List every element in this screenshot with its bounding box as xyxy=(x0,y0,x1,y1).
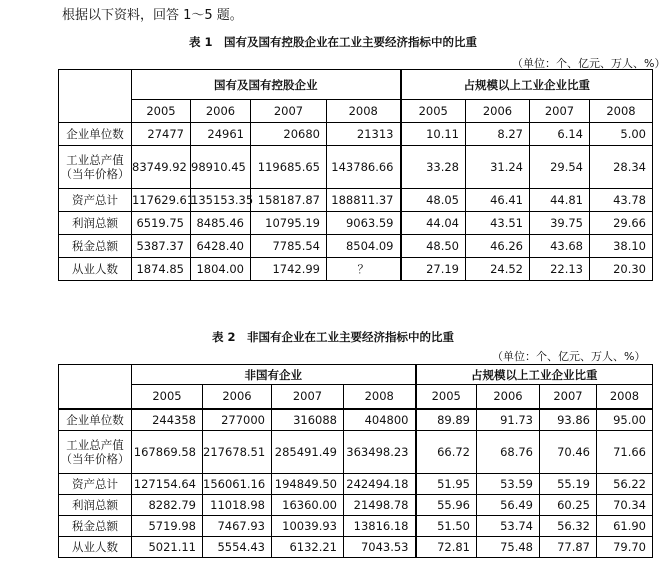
table-cell: 10.11 xyxy=(401,123,466,146)
table2-group-left: 非国有企业 xyxy=(132,365,416,385)
table-cell-unknown: ？ xyxy=(327,258,401,281)
table1 xyxy=(58,69,653,281)
table-cell: 188811.37 xyxy=(327,189,401,212)
table-cell: 70.34 xyxy=(597,495,653,516)
table1-row-label: 企业单位数 xyxy=(59,123,132,146)
table-cell: 11018.98 xyxy=(203,495,272,516)
table-cell: 156061.16 xyxy=(203,474,272,495)
table-cell: 33.28 xyxy=(401,146,466,189)
table-cell: 277000 xyxy=(203,409,272,431)
table1-year-header: 2008 xyxy=(590,100,653,123)
table-cell: 55.96 xyxy=(416,495,477,516)
table2-year-header: 2008 xyxy=(597,385,653,409)
table1-group-right: 占规模以上工业企业比重 xyxy=(401,70,653,100)
table-row xyxy=(59,212,653,235)
table-cell: 10039.93 xyxy=(272,516,344,537)
table-cell: 119685.65 xyxy=(251,146,327,189)
table1-year-header: 2006 xyxy=(191,100,251,123)
table2-row-label: 税金总额 xyxy=(59,516,132,537)
table2-row-label: 资产总计 xyxy=(59,474,132,495)
table2-unit: （单位：个、亿元、万人、%） xyxy=(492,350,646,363)
table2-year-header: 2007 xyxy=(540,385,597,409)
table-cell: 43.51 xyxy=(466,212,530,235)
table-cell: 16360.00 xyxy=(272,495,344,516)
table-cell: 21498.78 xyxy=(344,495,416,516)
table2-year-header: 2007 xyxy=(272,385,344,409)
table-cell: 89.89 xyxy=(416,409,477,431)
table1-group-left: 国有及国有控股企业 xyxy=(132,70,401,100)
table2-year-header: 2008 xyxy=(344,385,416,409)
table2-year-header: 2005 xyxy=(416,385,477,409)
table-cell: 48.50 xyxy=(401,235,466,258)
table1-year-header: 2007 xyxy=(251,100,327,123)
table2-corner-cell xyxy=(59,365,132,409)
table-cell: 83749.92 xyxy=(132,146,191,189)
table-cell: 1742.99 xyxy=(251,258,327,281)
table2-row-label: 企业单位数 xyxy=(59,409,132,431)
table-cell: 56.32 xyxy=(540,516,597,537)
table-row xyxy=(59,189,653,212)
table-cell: 38.10 xyxy=(590,235,653,258)
table-cell: 7467.93 xyxy=(203,516,272,537)
table-cell: 8.27 xyxy=(466,123,530,146)
table2-year-header: 2005 xyxy=(132,385,203,409)
table-cell: 5719.98 xyxy=(132,516,203,537)
table-cell: 72.81 xyxy=(416,537,477,558)
table-cell: 66.72 xyxy=(416,431,477,474)
row-label-line1: 工业总产值 xyxy=(66,153,124,167)
table-row xyxy=(59,495,653,516)
table2-row-label: 从业人数 xyxy=(59,537,132,558)
table1-row-label xyxy=(59,146,132,189)
table-cell: 68.76 xyxy=(477,431,540,474)
table-cell: 8282.79 xyxy=(132,495,203,516)
table-cell: 20.30 xyxy=(590,258,653,281)
table-row xyxy=(59,146,653,189)
table-cell: 51.95 xyxy=(416,474,477,495)
table-cell: 217678.51 xyxy=(203,431,272,474)
table-cell: 91.73 xyxy=(477,409,540,431)
table-cell: 13816.18 xyxy=(344,516,416,537)
table2-row-label xyxy=(59,431,132,474)
table-cell: 135153.35 xyxy=(191,189,251,212)
table-cell: 43.78 xyxy=(590,189,653,212)
table-row xyxy=(59,409,653,431)
table1-row-label: 税金总额 xyxy=(59,235,132,258)
table1-year-header: 2005 xyxy=(401,100,466,123)
table-cell: 28.34 xyxy=(590,146,653,189)
table-cell: 55.19 xyxy=(540,474,597,495)
table-cell: 5387.37 xyxy=(132,235,191,258)
table-row xyxy=(59,258,653,281)
table-cell: 27477 xyxy=(132,123,191,146)
table-cell: 117629.61 xyxy=(132,189,191,212)
table-cell: 1874.85 xyxy=(132,258,191,281)
row-label-line2: （当年价格） xyxy=(60,167,130,181)
table1-title: 表 1 国有及国有控股企业在工业主要经济指标中的比重 xyxy=(188,35,477,49)
table-row xyxy=(59,516,653,537)
table-cell: 6132.21 xyxy=(272,537,344,558)
table1-row-label: 利润总额 xyxy=(59,212,132,235)
table-cell: 46.26 xyxy=(466,235,530,258)
table-cell: 75.48 xyxy=(477,537,540,558)
table-cell: 8504.09 xyxy=(327,235,401,258)
table-cell: 95.00 xyxy=(597,409,653,431)
table1-corner-cell xyxy=(59,70,132,123)
table-cell: 5021.11 xyxy=(132,537,203,558)
table-cell: 39.75 xyxy=(530,212,590,235)
table-cell: 10795.19 xyxy=(251,212,327,235)
table-cell: 70.46 xyxy=(540,431,597,474)
table-cell: 167869.58 xyxy=(132,431,203,474)
table-row xyxy=(59,537,653,558)
table-cell: 56.49 xyxy=(477,495,540,516)
table-cell: 48.05 xyxy=(401,189,466,212)
table1-year-header: 2008 xyxy=(327,100,401,123)
table-cell: 22.13 xyxy=(530,258,590,281)
table-cell: 1804.00 xyxy=(191,258,251,281)
table-cell: 127154.64 xyxy=(132,474,203,495)
table-row xyxy=(59,431,653,474)
table2-group-right: 占规模以上工业企业比重 xyxy=(416,365,653,385)
table-cell: 6.14 xyxy=(530,123,590,146)
table-cell: 143786.66 xyxy=(327,146,401,189)
table2-year-header: 2006 xyxy=(203,385,272,409)
table-cell: 7785.54 xyxy=(251,235,327,258)
table-cell: 242494.18 xyxy=(344,474,416,495)
table-cell: 46.41 xyxy=(466,189,530,212)
table-cell: 21313 xyxy=(327,123,401,146)
table-cell: 29.54 xyxy=(530,146,590,189)
table-cell: 404800 xyxy=(344,409,416,431)
table-cell: 8485.46 xyxy=(191,212,251,235)
table-cell: 6428.40 xyxy=(191,235,251,258)
table2-title: 表 2 非国有企业在工业主要经济指标中的比重 xyxy=(211,330,454,344)
row-label-line1: 工业总产值 xyxy=(66,438,124,452)
table-cell: 43.68 xyxy=(530,235,590,258)
table-cell: 71.66 xyxy=(597,431,653,474)
table-cell: 24961 xyxy=(191,123,251,146)
table-cell: 61.90 xyxy=(597,516,653,537)
table-cell: 31.24 xyxy=(466,146,530,189)
table-cell: 60.25 xyxy=(540,495,597,516)
table-cell: 77.87 xyxy=(540,537,597,558)
table2-row-label: 利润总额 xyxy=(59,495,132,516)
table-cell: 6519.75 xyxy=(132,212,191,235)
table-cell: 194849.50 xyxy=(272,474,344,495)
row-label-line2: （当年价格） xyxy=(60,452,130,466)
table1-year-header: 2007 xyxy=(530,100,590,123)
table-cell: 244358 xyxy=(132,409,203,431)
table-cell: 316088 xyxy=(272,409,344,431)
table-cell: 53.59 xyxy=(477,474,540,495)
table-cell: 44.81 xyxy=(530,189,590,212)
table-cell: 9063.59 xyxy=(327,212,401,235)
table2-year-header: 2006 xyxy=(477,385,540,409)
table-cell: 20680 xyxy=(251,123,327,146)
table-cell: 56.22 xyxy=(597,474,653,495)
table-cell: 53.74 xyxy=(477,516,540,537)
table-cell: 285491.49 xyxy=(272,431,344,474)
table-cell: 24.52 xyxy=(466,258,530,281)
table-cell: 79.70 xyxy=(597,537,653,558)
table1-row-label: 从业人数 xyxy=(59,258,132,281)
table1-year-header: 2006 xyxy=(466,100,530,123)
table-cell: 363498.23 xyxy=(344,431,416,474)
table-row xyxy=(59,235,653,258)
table-cell: 7043.53 xyxy=(344,537,416,558)
table1-unit: （单位：个、亿元、万人、%） xyxy=(512,57,666,70)
table-cell: 29.66 xyxy=(590,212,653,235)
table1-year-header: 2005 xyxy=(132,100,191,123)
table-row xyxy=(59,474,653,495)
table1-row-label: 资产总计 xyxy=(59,189,132,212)
table-cell: 5554.43 xyxy=(203,537,272,558)
table2 xyxy=(58,364,653,558)
table-cell: 158187.87 xyxy=(251,189,327,212)
table-cell: 44.04 xyxy=(401,212,466,235)
question-intro: 根据以下资料，回答 1～5 题。 xyxy=(62,8,243,23)
table-cell: 93.86 xyxy=(540,409,597,431)
table-cell: 27.19 xyxy=(401,258,466,281)
table-cell: 98910.45 xyxy=(191,146,251,189)
table-row xyxy=(59,123,653,146)
table-cell: 5.00 xyxy=(590,123,653,146)
table-cell: 51.50 xyxy=(416,516,477,537)
